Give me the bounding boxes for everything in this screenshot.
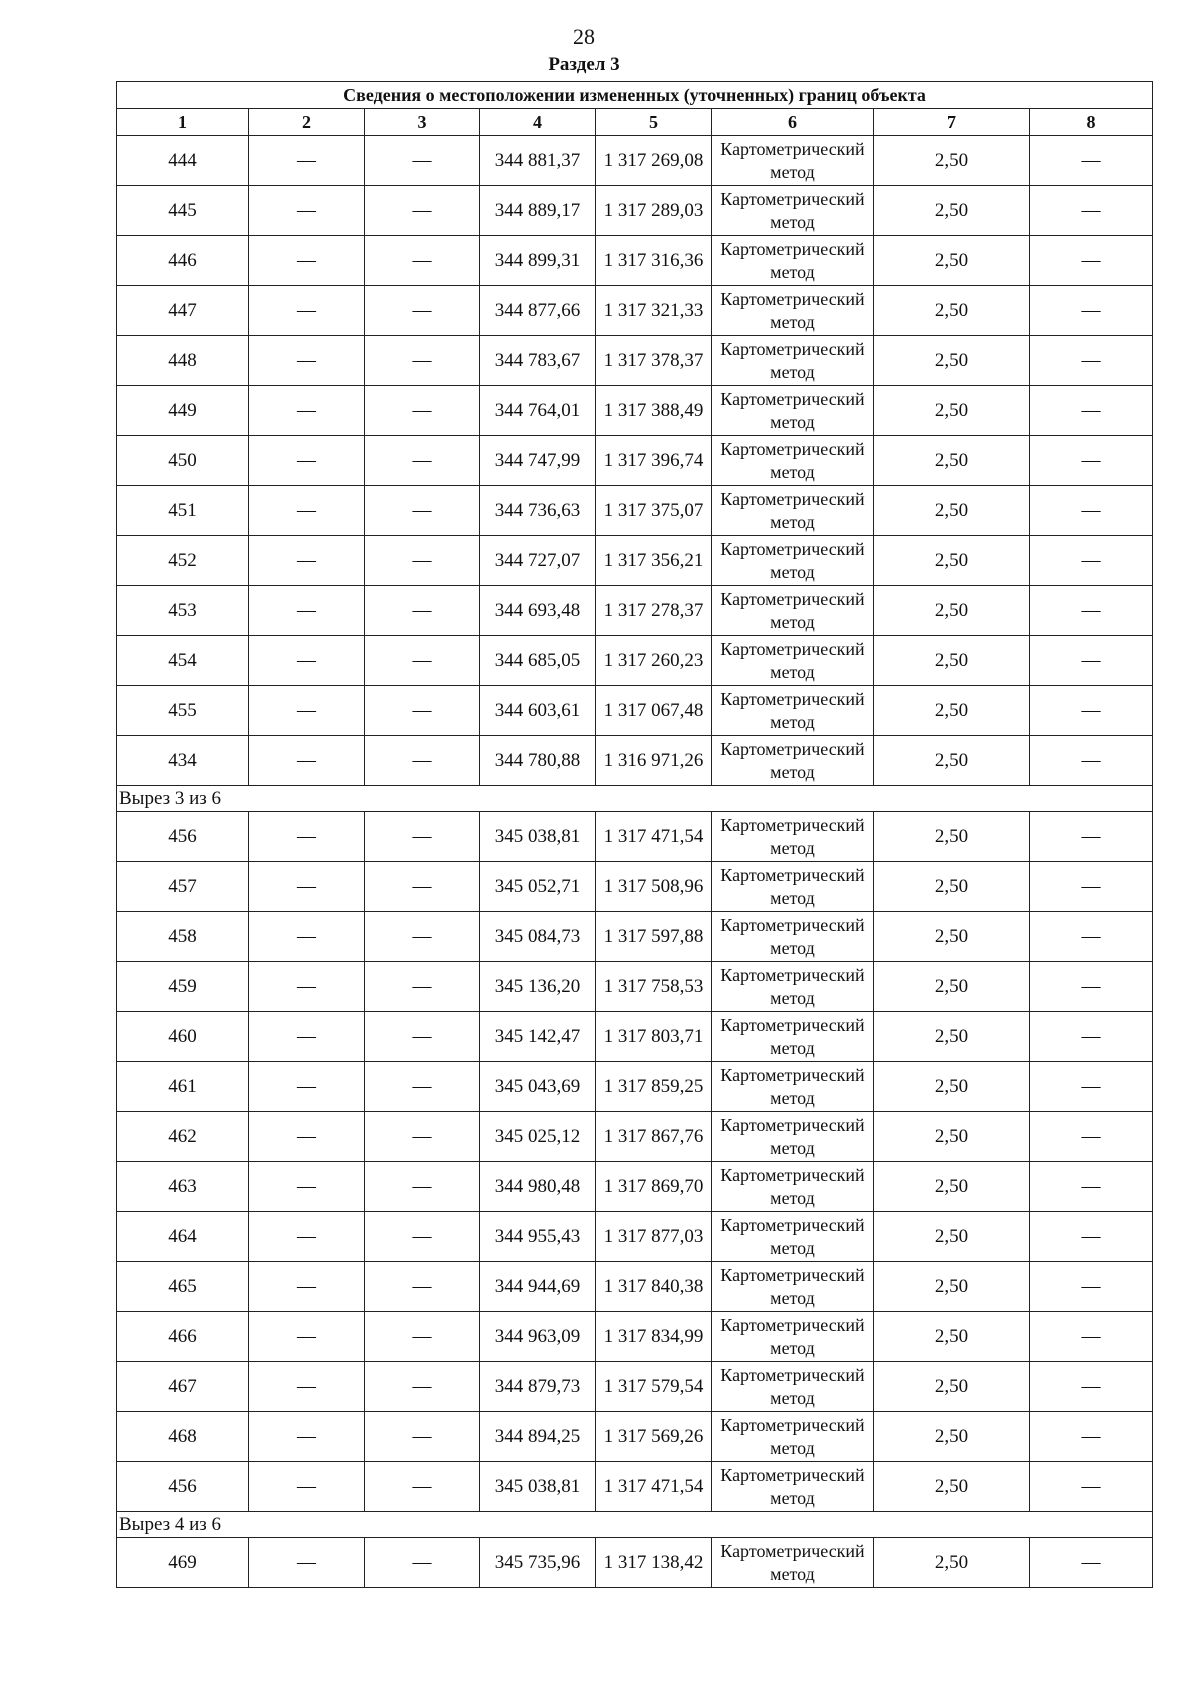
- column-3-cell: —: [365, 1412, 480, 1462]
- column-number: 8: [1030, 109, 1153, 136]
- cutout-label: Вырез 3 из 6: [117, 786, 1153, 812]
- x-coordinate-cell: 344 685,05: [480, 636, 596, 686]
- method-cell: Картометрический метод: [712, 1312, 874, 1362]
- point-number-cell: 465: [117, 1262, 249, 1312]
- accuracy-cell: 2,50: [874, 636, 1030, 686]
- column-2-cell: —: [249, 586, 365, 636]
- column-8-cell: —: [1030, 1062, 1153, 1112]
- x-coordinate-cell: 344 764,01: [480, 386, 596, 436]
- column-8-cell: —: [1030, 1012, 1153, 1062]
- accuracy-cell: 2,50: [874, 136, 1030, 186]
- column-number: 6: [712, 109, 874, 136]
- x-coordinate-cell: 345 142,47: [480, 1012, 596, 1062]
- x-coordinate-cell: 344 980,48: [480, 1162, 596, 1212]
- accuracy-cell: 2,50: [874, 1062, 1030, 1112]
- column-number: 5: [596, 109, 712, 136]
- accuracy-cell: 2,50: [874, 736, 1030, 786]
- method-cell: Картометрический метод: [712, 336, 874, 386]
- x-coordinate-cell: 345 084,73: [480, 912, 596, 962]
- column-2-cell: —: [249, 386, 365, 436]
- method-cell: Картометрический метод: [712, 136, 874, 186]
- column-8-cell: —: [1030, 386, 1153, 436]
- column-8-cell: —: [1030, 1412, 1153, 1462]
- table-row: [117, 1162, 1153, 1212]
- y-coordinate-cell: 1 317 260,23: [596, 636, 712, 686]
- table-row: [117, 386, 1153, 436]
- column-number: 4: [480, 109, 596, 136]
- y-coordinate-cell: 1 317 579,54: [596, 1362, 712, 1412]
- point-number-cell: 459: [117, 962, 249, 1012]
- column-3-cell: —: [365, 136, 480, 186]
- column-8-cell: —: [1030, 1212, 1153, 1262]
- x-coordinate-cell: 345 136,20: [480, 962, 596, 1012]
- column-8-cell: —: [1030, 862, 1153, 912]
- column-8-cell: —: [1030, 636, 1153, 686]
- column-3-cell: —: [365, 1162, 480, 1212]
- x-coordinate-cell: 345 043,69: [480, 1062, 596, 1112]
- method-cell: Картометрический метод: [712, 686, 874, 736]
- column-3-cell: —: [365, 486, 480, 536]
- table-row: [117, 812, 1153, 862]
- table-row: [117, 736, 1153, 786]
- point-number-cell: 451: [117, 486, 249, 536]
- point-number-cell: 448: [117, 336, 249, 386]
- column-8-cell: —: [1030, 236, 1153, 286]
- accuracy-cell: 2,50: [874, 286, 1030, 336]
- method-cell: Картометрический метод: [712, 1112, 874, 1162]
- page-number: 28: [573, 24, 595, 49]
- column-3-cell: —: [365, 1462, 480, 1512]
- table-row: [117, 912, 1153, 962]
- y-coordinate-cell: 1 317 803,71: [596, 1012, 712, 1062]
- x-coordinate-cell: 344 727,07: [480, 536, 596, 586]
- accuracy-cell: 2,50: [874, 236, 1030, 286]
- accuracy-cell: 2,50: [874, 186, 1030, 236]
- method-cell: Картометрический метод: [712, 962, 874, 1012]
- column-number: 1: [117, 109, 249, 136]
- cutout-label: Вырез 4 из 6: [117, 1512, 1153, 1538]
- table-row: [117, 1062, 1153, 1112]
- column-2-cell: —: [249, 1212, 365, 1262]
- y-coordinate-cell: 1 317 378,37: [596, 336, 712, 386]
- accuracy-cell: 2,50: [874, 1262, 1030, 1312]
- x-coordinate-cell: 344 780,88: [480, 736, 596, 786]
- point-number-cell: 467: [117, 1362, 249, 1412]
- method-cell: Картометрический метод: [712, 386, 874, 436]
- point-number-cell: 464: [117, 1212, 249, 1262]
- y-coordinate-cell: 1 317 067,48: [596, 686, 712, 736]
- method-cell: Картометрический метод: [712, 536, 874, 586]
- point-number-cell: 447: [117, 286, 249, 336]
- column-3-cell: —: [365, 812, 480, 862]
- y-coordinate-cell: 1 317 840,38: [596, 1262, 712, 1312]
- column-2-cell: —: [249, 1538, 365, 1588]
- accuracy-cell: 2,50: [874, 1212, 1030, 1262]
- column-8-cell: —: [1030, 1462, 1153, 1512]
- table-row: [117, 1112, 1153, 1162]
- method-cell: Картометрический метод: [712, 1212, 874, 1262]
- column-3-cell: —: [365, 636, 480, 686]
- x-coordinate-cell: 344 899,31: [480, 236, 596, 286]
- x-coordinate-cell: 345 038,81: [480, 1462, 596, 1512]
- column-2-cell: —: [249, 436, 365, 486]
- column-2-cell: —: [249, 862, 365, 912]
- column-3-cell: —: [365, 736, 480, 786]
- accuracy-cell: 2,50: [874, 486, 1030, 536]
- y-coordinate-cell: 1 317 138,42: [596, 1538, 712, 1588]
- accuracy-cell: 2,50: [874, 386, 1030, 436]
- method-cell: Картометрический метод: [712, 1162, 874, 1212]
- method-cell: Картометрический метод: [712, 736, 874, 786]
- column-2-cell: —: [249, 486, 365, 536]
- x-coordinate-cell: 344 894,25: [480, 1412, 596, 1462]
- section-title: Раздел 3: [548, 54, 620, 75]
- table-row: [117, 186, 1153, 236]
- column-2-cell: —: [249, 536, 365, 586]
- x-coordinate-cell: 344 963,09: [480, 1312, 596, 1362]
- accuracy-cell: 2,50: [874, 912, 1030, 962]
- table-row: [117, 436, 1153, 486]
- method-cell: Картометрический метод: [712, 1062, 874, 1112]
- x-coordinate-cell: 345 025,12: [480, 1112, 596, 1162]
- column-2-cell: —: [249, 912, 365, 962]
- column-3-cell: —: [365, 1112, 480, 1162]
- point-number-cell: 462: [117, 1112, 249, 1162]
- column-3-cell: —: [365, 336, 480, 386]
- column-3-cell: —: [365, 1062, 480, 1112]
- point-number-cell: 469: [117, 1538, 249, 1588]
- method-cell: Картометрический метод: [712, 636, 874, 686]
- column-8-cell: —: [1030, 336, 1153, 386]
- y-coordinate-cell: 1 317 375,07: [596, 486, 712, 536]
- column-2-cell: —: [249, 1262, 365, 1312]
- boundary-coordinates-table: [116, 81, 1153, 1588]
- point-number-cell: 456: [117, 812, 249, 862]
- y-coordinate-cell: 1 317 321,33: [596, 286, 712, 336]
- column-3-cell: —: [365, 586, 480, 636]
- y-coordinate-cell: 1 317 758,53: [596, 962, 712, 1012]
- column-2-cell: —: [249, 1412, 365, 1462]
- column-number: 3: [365, 109, 480, 136]
- method-cell: Картометрический метод: [712, 486, 874, 536]
- table-row: [117, 1362, 1153, 1412]
- method-cell: Картометрический метод: [712, 186, 874, 236]
- column-8-cell: —: [1030, 1362, 1153, 1412]
- column-8-cell: —: [1030, 1162, 1153, 1212]
- column-3-cell: —: [365, 436, 480, 486]
- y-coordinate-cell: 1 317 869,70: [596, 1162, 712, 1212]
- x-coordinate-cell: 344 736,63: [480, 486, 596, 536]
- column-2-cell: —: [249, 1162, 365, 1212]
- accuracy-cell: 2,50: [874, 586, 1030, 636]
- column-3-cell: —: [365, 286, 480, 336]
- point-number-cell: 449: [117, 386, 249, 436]
- point-number-cell: 461: [117, 1062, 249, 1112]
- column-3-cell: —: [365, 912, 480, 962]
- column-3-cell: —: [365, 862, 480, 912]
- column-8-cell: —: [1030, 812, 1153, 862]
- method-cell: Картометрический метод: [712, 1412, 874, 1462]
- x-coordinate-cell: 344 944,69: [480, 1262, 596, 1312]
- accuracy-cell: 2,50: [874, 1538, 1030, 1588]
- column-8-cell: —: [1030, 1262, 1153, 1312]
- column-8-cell: —: [1030, 912, 1153, 962]
- column-2-cell: —: [249, 1462, 365, 1512]
- column-2-cell: —: [249, 962, 365, 1012]
- accuracy-cell: 2,50: [874, 1162, 1030, 1212]
- point-number-cell: 456: [117, 1462, 249, 1512]
- y-coordinate-cell: 1 317 269,08: [596, 136, 712, 186]
- column-3-cell: —: [365, 1212, 480, 1262]
- column-3-cell: —: [365, 236, 480, 286]
- y-coordinate-cell: 1 317 867,76: [596, 1112, 712, 1162]
- accuracy-cell: 2,50: [874, 1112, 1030, 1162]
- table-caption: Сведения о местоположении измененных (уточненных) границ объекта: [117, 82, 1153, 109]
- table-row: [117, 686, 1153, 736]
- y-coordinate-cell: 1 317 278,37: [596, 586, 712, 636]
- method-cell: Картометрический метод: [712, 1262, 874, 1312]
- table-row: [117, 636, 1153, 686]
- column-8-cell: —: [1030, 486, 1153, 536]
- method-cell: Картометрический метод: [712, 1462, 874, 1512]
- column-numbers-row: [117, 109, 1153, 136]
- table-row: [117, 236, 1153, 286]
- column-number: 2: [249, 109, 365, 136]
- method-cell: Картометрический метод: [712, 586, 874, 636]
- accuracy-cell: 2,50: [874, 812, 1030, 862]
- method-cell: Картометрический метод: [712, 436, 874, 486]
- cutout-label-row: [117, 1512, 1153, 1538]
- column-8-cell: —: [1030, 586, 1153, 636]
- table-row: [117, 1412, 1153, 1462]
- method-cell: Картометрический метод: [712, 862, 874, 912]
- column-8-cell: —: [1030, 436, 1153, 486]
- column-2-cell: —: [249, 336, 365, 386]
- table-row: [117, 1262, 1153, 1312]
- column-3-cell: —: [365, 1538, 480, 1588]
- accuracy-cell: 2,50: [874, 336, 1030, 386]
- column-2-cell: —: [249, 636, 365, 686]
- x-coordinate-cell: 344 603,61: [480, 686, 596, 736]
- y-coordinate-cell: 1 317 396,74: [596, 436, 712, 486]
- column-3-cell: —: [365, 962, 480, 1012]
- column-8-cell: —: [1030, 736, 1153, 786]
- method-cell: Картометрический метод: [712, 236, 874, 286]
- accuracy-cell: 2,50: [874, 1312, 1030, 1362]
- table-row: [117, 536, 1153, 586]
- column-2-cell: —: [249, 1362, 365, 1412]
- table-row: [117, 1012, 1153, 1062]
- table-row: [117, 1312, 1153, 1362]
- cutout-label-row: [117, 786, 1153, 812]
- y-coordinate-cell: 1 317 356,21: [596, 536, 712, 586]
- method-cell: Картометрический метод: [712, 1362, 874, 1412]
- column-2-cell: —: [249, 236, 365, 286]
- accuracy-cell: 2,50: [874, 1012, 1030, 1062]
- column-3-cell: —: [365, 1262, 480, 1312]
- column-2-cell: —: [249, 136, 365, 186]
- y-coordinate-cell: 1 317 859,25: [596, 1062, 712, 1112]
- method-cell: Картометрический метод: [712, 286, 874, 336]
- column-8-cell: —: [1030, 1538, 1153, 1588]
- column-8-cell: —: [1030, 1312, 1153, 1362]
- column-3-cell: —: [365, 1362, 480, 1412]
- point-number-cell: 460: [117, 1012, 249, 1062]
- column-8-cell: —: [1030, 686, 1153, 736]
- column-8-cell: —: [1030, 1112, 1153, 1162]
- table-row: [117, 962, 1153, 1012]
- x-coordinate-cell: 344 693,48: [480, 586, 596, 636]
- table-row: [117, 336, 1153, 386]
- y-coordinate-cell: 1 316 971,26: [596, 736, 712, 786]
- accuracy-cell: 2,50: [874, 436, 1030, 486]
- point-number-cell: 468: [117, 1412, 249, 1462]
- point-number-cell: 466: [117, 1312, 249, 1362]
- y-coordinate-cell: 1 317 597,88: [596, 912, 712, 962]
- table-row: [117, 136, 1153, 186]
- accuracy-cell: 2,50: [874, 1462, 1030, 1512]
- column-3-cell: —: [365, 536, 480, 586]
- point-number-cell: 457: [117, 862, 249, 912]
- y-coordinate-cell: 1 317 569,26: [596, 1412, 712, 1462]
- accuracy-cell: 2,50: [874, 862, 1030, 912]
- column-8-cell: —: [1030, 186, 1153, 236]
- column-2-cell: —: [249, 1012, 365, 1062]
- x-coordinate-cell: 344 955,43: [480, 1212, 596, 1262]
- accuracy-cell: 2,50: [874, 536, 1030, 586]
- point-number-cell: 434: [117, 736, 249, 786]
- point-number-cell: 444: [117, 136, 249, 186]
- y-coordinate-cell: 1 317 834,99: [596, 1312, 712, 1362]
- column-2-cell: —: [249, 286, 365, 336]
- column-2-cell: —: [249, 1062, 365, 1112]
- table-caption-row: [117, 82, 1153, 109]
- column-3-cell: —: [365, 386, 480, 436]
- column-3-cell: —: [365, 186, 480, 236]
- accuracy-cell: 2,50: [874, 962, 1030, 1012]
- accuracy-cell: 2,50: [874, 1362, 1030, 1412]
- point-number-cell: 458: [117, 912, 249, 962]
- point-number-cell: 452: [117, 536, 249, 586]
- column-8-cell: —: [1030, 962, 1153, 1012]
- column-number: 7: [874, 109, 1030, 136]
- y-coordinate-cell: 1 317 316,36: [596, 236, 712, 286]
- column-3-cell: —: [365, 1012, 480, 1062]
- column-3-cell: —: [365, 1312, 480, 1362]
- y-coordinate-cell: 1 317 471,54: [596, 812, 712, 862]
- x-coordinate-cell: 344 877,66: [480, 286, 596, 336]
- y-coordinate-cell: 1 317 508,96: [596, 862, 712, 912]
- column-2-cell: —: [249, 812, 365, 862]
- x-coordinate-cell: 344 889,17: [480, 186, 596, 236]
- x-coordinate-cell: 345 052,71: [480, 862, 596, 912]
- y-coordinate-cell: 1 317 877,03: [596, 1212, 712, 1262]
- x-coordinate-cell: 344 879,73: [480, 1362, 596, 1412]
- table-row: [117, 486, 1153, 536]
- column-8-cell: —: [1030, 536, 1153, 586]
- table-row: [117, 586, 1153, 636]
- table-row: [117, 1212, 1153, 1262]
- accuracy-cell: 2,50: [874, 1412, 1030, 1462]
- x-coordinate-cell: 344 747,99: [480, 436, 596, 486]
- x-coordinate-cell: 345 038,81: [480, 812, 596, 862]
- method-cell: Картометрический метод: [712, 1538, 874, 1588]
- table-body: [117, 82, 1153, 1588]
- point-number-cell: 445: [117, 186, 249, 236]
- column-2-cell: —: [249, 686, 365, 736]
- method-cell: Картометрический метод: [712, 1012, 874, 1062]
- column-2-cell: —: [249, 736, 365, 786]
- point-number-cell: 454: [117, 636, 249, 686]
- table-row: [117, 862, 1153, 912]
- point-number-cell: 463: [117, 1162, 249, 1212]
- column-2-cell: —: [249, 1112, 365, 1162]
- y-coordinate-cell: 1 317 471,54: [596, 1462, 712, 1512]
- accuracy-cell: 2,50: [874, 686, 1030, 736]
- column-2-cell: —: [249, 1312, 365, 1362]
- table-row: [117, 286, 1153, 336]
- method-cell: Картометрический метод: [712, 912, 874, 962]
- y-coordinate-cell: 1 317 388,49: [596, 386, 712, 436]
- point-number-cell: 455: [117, 686, 249, 736]
- x-coordinate-cell: 344 881,37: [480, 136, 596, 186]
- point-number-cell: 453: [117, 586, 249, 636]
- method-cell: Картометрический метод: [712, 812, 874, 862]
- point-number-cell: 446: [117, 236, 249, 286]
- table-row: [117, 1538, 1153, 1588]
- x-coordinate-cell: 344 783,67: [480, 336, 596, 386]
- column-3-cell: —: [365, 686, 480, 736]
- point-number-cell: 450: [117, 436, 249, 486]
- column-2-cell: —: [249, 186, 365, 236]
- table-row: [117, 1462, 1153, 1512]
- x-coordinate-cell: 345 735,96: [480, 1538, 596, 1588]
- y-coordinate-cell: 1 317 289,03: [596, 186, 712, 236]
- column-8-cell: —: [1030, 136, 1153, 186]
- column-8-cell: —: [1030, 286, 1153, 336]
